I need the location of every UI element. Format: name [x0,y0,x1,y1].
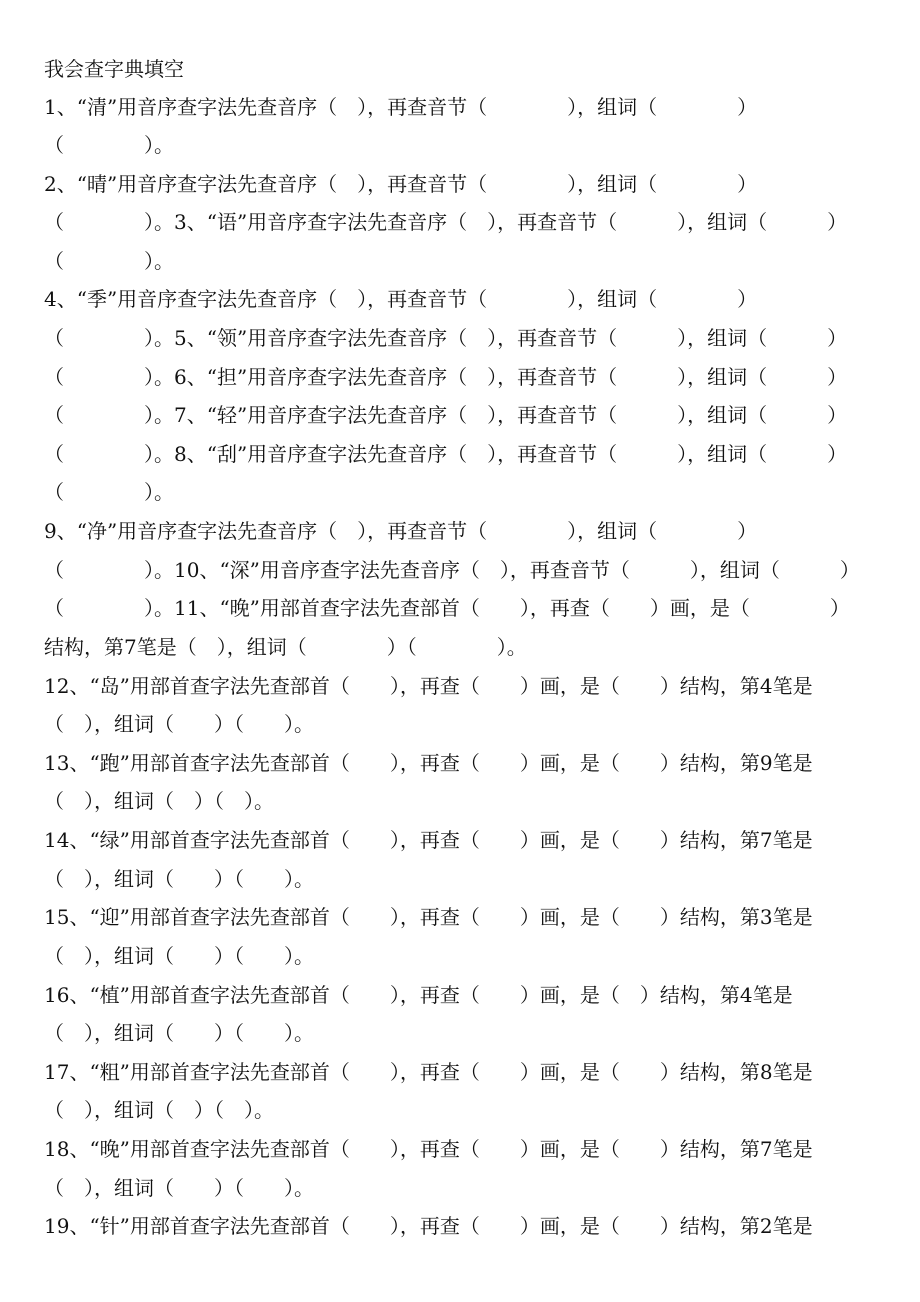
question-line: （ ）。 [44,133,174,157]
question-line: 1、“清”用音序查字法先查音序（ ），再查音节（ ），组词（ ） [44,95,758,119]
question-line: 14、“绿”用部首查字法先查部首（ ），再查（ ）画，是（ ）结构，第7笔是 [44,828,813,852]
question-line: 13、“跑”用部首查字法先查部首（ ），再查（ ）画，是（ ）结构，第9笔是 [44,751,813,775]
question-line: （ ）。8、“刮”用音序查字法先查音序（ ），再查音节（ ），组词（ ） [44,442,848,466]
question-line: 19、“针”用部首查字法先查部首（ ），再查（ ）画，是（ ）结构，第2笔是 [44,1214,813,1238]
question-line: （ ）。10、“深”用音序查字法先查音序（ ），再查音节（ ），组词（ ） [44,558,860,582]
question-line: 9、“净”用音序查字法先查音序（ ），再查音节（ ），组词（ ） [44,519,758,543]
question-line: 15、“迎”用部首查字法先查部首（ ），再查（ ）画，是（ ）结构，第3笔是 [44,905,813,929]
question-line: （ ）。6、“担”用音序查字法先查音序（ ），再查音节（ ），组词（ ） [44,365,848,389]
question-line: （ ），组词（ ）（ ）。 [44,867,314,891]
question-line: （ ）。3、“语”用音序查字法先查音序（ ），再查音节（ ），组词（ ） [44,210,848,234]
question-line: （ ），组词（ ）（ ）。 [44,1021,314,1045]
question-line: （ ）。7、“轻”用音序查字法先查音序（ ），再查音节（ ），组词（ ） [44,403,848,427]
question-line: 16、“植”用部首查字法先查部首（ ），再查（ ）画，是（ ）结构，第4笔是 [44,983,793,1007]
question-line: （ ）。 [44,249,174,273]
question-line: （ ）。 [44,480,174,504]
question-line: 17、“粗”用部首查字法先查部首（ ），再查（ ）画，是（ ）结构，第8笔是 [44,1060,813,1084]
question-line: （ ），组词（ ）（ ）。 [44,944,314,968]
worksheet-title: 我会查字典填空 [44,57,184,81]
question-line: （ ），组词（ ）（ ）。 [44,1098,274,1122]
question-line: 4、“季”用音序查字法先查音序（ ），再查音节（ ），组词（ ） [44,287,758,311]
question-line: （ ）。11、“晚”用部首查字法先查部首（ ），再查（ ）画，是（ ） [44,596,850,620]
question-line: （ ）。5、“领”用音序查字法先查音序（ ），再查音节（ ），组词（ ） [44,326,848,350]
question-line: 12、“岛”用部首查字法先查部首（ ），再查（ ）画，是（ ）结构，第4笔是 [44,674,813,698]
question-line: （ ），组词（ ）（ ）。 [44,1176,314,1200]
question-line: 18、“晚”用部首查字法先查部首（ ），再查（ ）画，是（ ）结构，第7笔是 [44,1137,813,1161]
question-line: 2、“晴”用音序查字法先查音序（ ），再查音节（ ），组词（ ） [44,172,758,196]
question-line: （ ），组词（ ）（ ）。 [44,789,274,813]
question-line: 结构，第7笔是（ ），组词（ ）（ ）。 [44,635,527,659]
question-line: （ ），组词（ ）（ ）。 [44,712,314,736]
